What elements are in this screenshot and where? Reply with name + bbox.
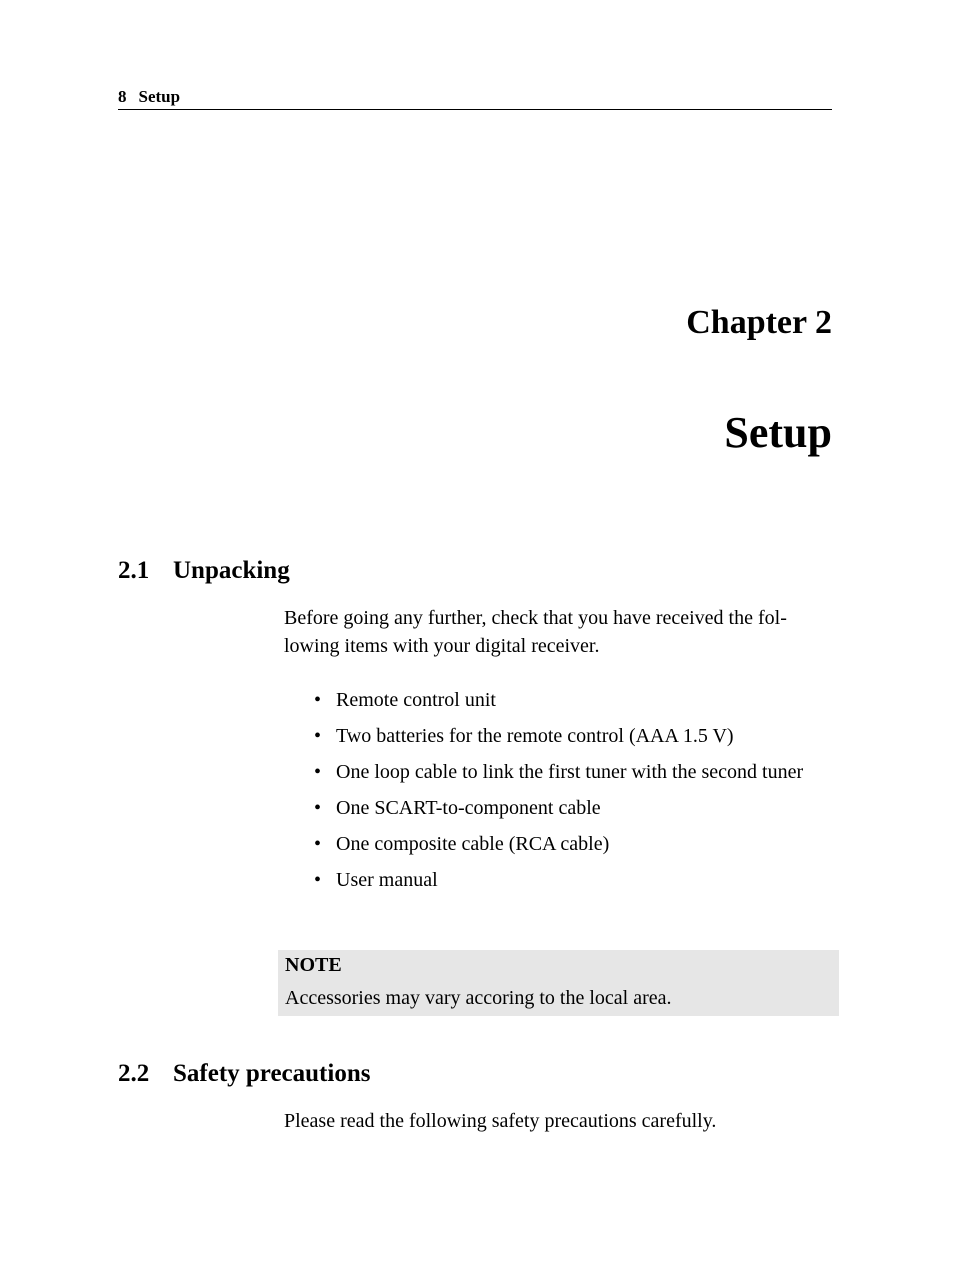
list-item: • One composite cable (RCA cable) bbox=[314, 830, 832, 858]
section-title: Safety precautions bbox=[173, 1060, 371, 1087]
running-title: Setup bbox=[138, 87, 181, 106]
page-number: 8 bbox=[118, 87, 127, 106]
note-text: Accessories may vary accoring to the local area. bbox=[285, 987, 672, 1009]
bullet-icon: • bbox=[314, 797, 322, 819]
section-intro-paragraph: Before going any further, check that you have received the fol- lowing items with your digital receiver. bbox=[284, 607, 787, 657]
section-number: 2.2 bbox=[118, 1060, 150, 1087]
section-number: 2.1 bbox=[118, 557, 150, 584]
bullet-icon: • bbox=[314, 689, 322, 711]
note-box bbox=[278, 950, 839, 1016]
note-title: NOTE bbox=[285, 954, 342, 976]
list-item: • User manual bbox=[314, 866, 832, 894]
bullet-icon: • bbox=[314, 833, 322, 855]
section-intro-paragraph: Please read the following safety precautions carefully. bbox=[284, 1110, 717, 1132]
chapter-title: Setup bbox=[724, 408, 832, 457]
bullet-icon: • bbox=[314, 869, 322, 891]
section-heading-unpacking bbox=[118, 556, 290, 586]
list-item: • One SCART-to-component cable bbox=[314, 794, 832, 822]
section-title: Unpacking bbox=[173, 557, 290, 584]
chapter-label: Chapter 2 bbox=[686, 304, 832, 341]
running-header bbox=[118, 87, 832, 110]
bullet-icon: • bbox=[314, 761, 322, 783]
bullet-icon: • bbox=[314, 725, 322, 747]
accessory-list bbox=[314, 686, 832, 902]
list-item: • Remote control unit bbox=[314, 686, 832, 714]
section-heading-safety-precautions bbox=[118, 1059, 370, 1089]
list-item: • One loop cable to link the first tuner with the second tuner bbox=[314, 758, 832, 786]
list-item: • Two batteries for the remote control (AAA 1.5 V) bbox=[314, 722, 832, 750]
